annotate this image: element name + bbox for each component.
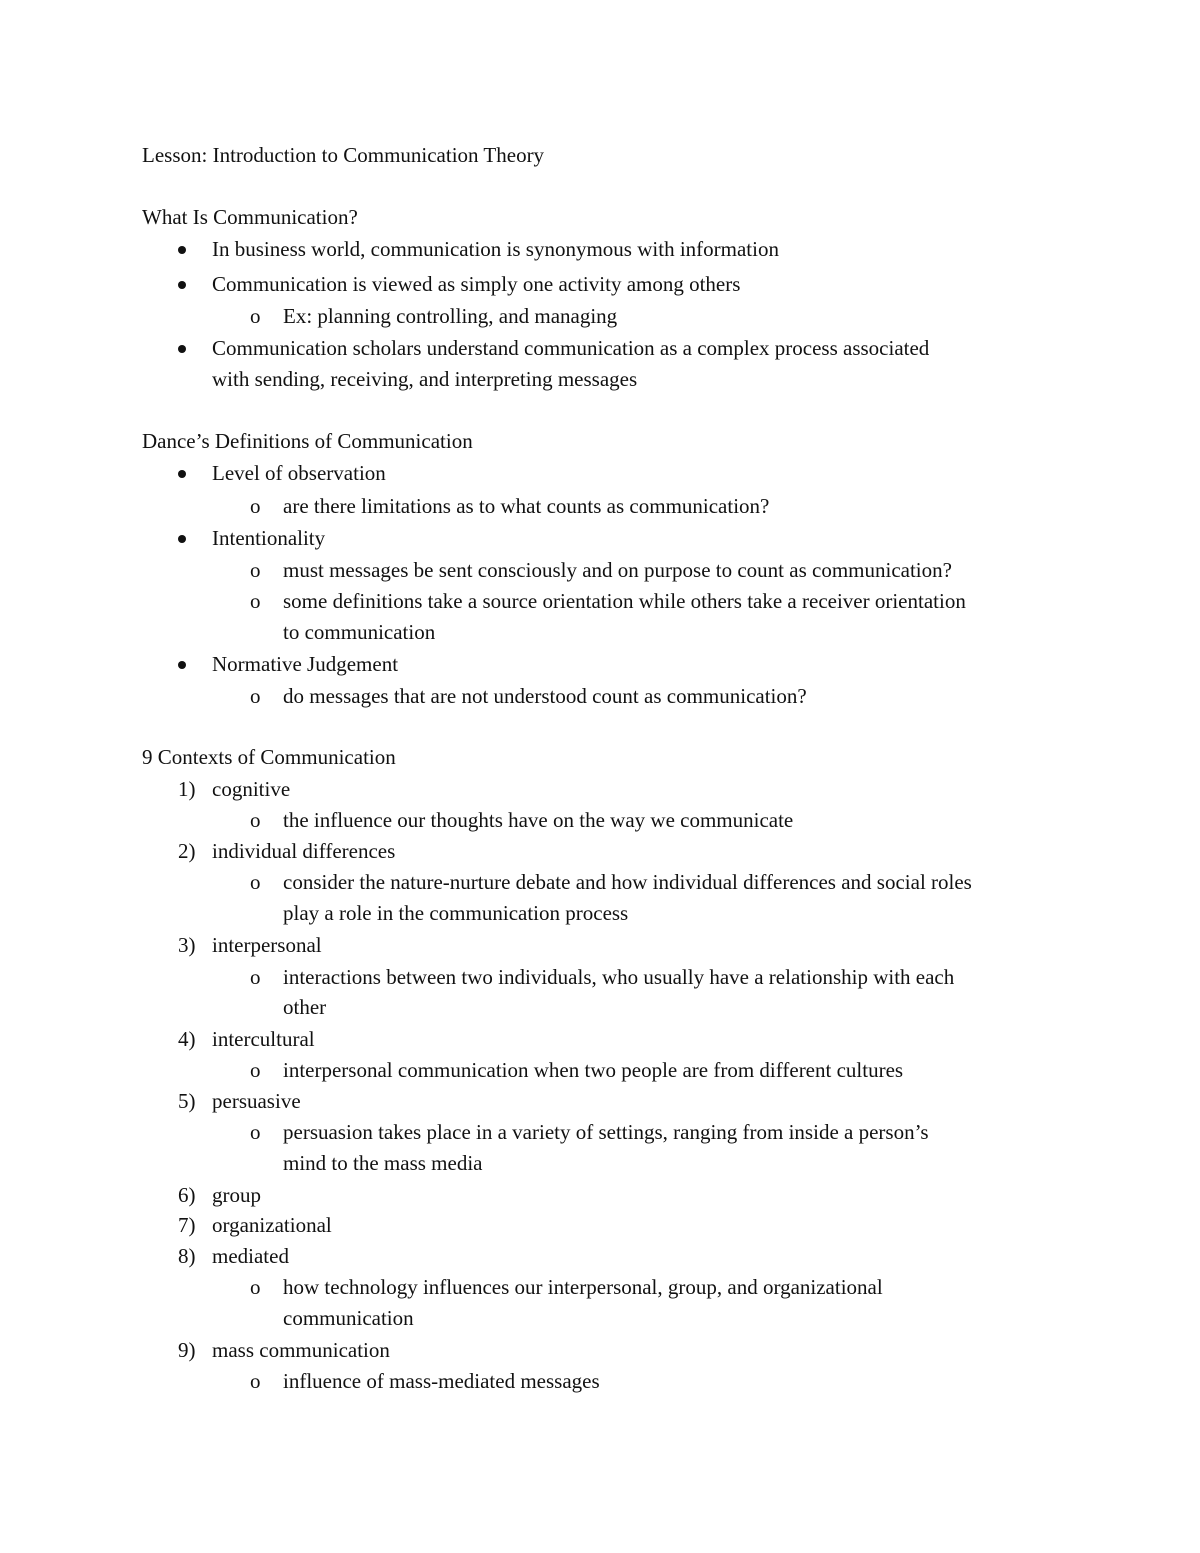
bullet-icon [178,281,186,289]
sub-bullet-marker: o [250,1369,261,1393]
sub-list-item: do messages that are not understood count as communication? [283,684,807,708]
sub-list-item: the influence our thoughts have on the way we communicate [283,808,794,832]
list-item: intercultural [212,1027,315,1051]
list-number: 3) [178,933,196,957]
list-number: 8) [178,1244,196,1268]
section-heading-nine-contexts: 9 Contexts of Communication [142,745,396,769]
list-number: 4) [178,1027,196,1051]
sub-list-item-continuation: play a role in the communication process [283,901,629,925]
sub-bullet-marker: o [250,558,261,582]
list-item: persuasive [212,1089,301,1113]
sub-bullet-marker: o [250,684,261,708]
sub-list-item: some definitions take a source orientation while others take a receiver orientation [283,589,966,613]
sub-bullet-marker: o [250,965,261,989]
list-item: Communication is viewed as simply one activity among others [212,272,741,296]
bullet-icon [178,246,186,254]
bullet-icon [178,345,186,353]
sub-bullet-marker: o [250,1120,261,1144]
list-item: Normative Judgement [212,652,399,676]
sub-bullet-marker: o [250,494,261,518]
list-item: In business world, communication is synonymous with information [212,237,779,261]
list-number: 5) [178,1089,196,1113]
list-number: 9) [178,1338,196,1362]
sub-bullet-marker: o [250,870,261,894]
sub-list-item-continuation: other [283,995,327,1019]
list-item: interpersonal [212,933,322,957]
lesson-title: Lesson: Introduction to Communication Theory [142,143,545,167]
sub-list-item: interactions between two individuals, who usually have a relationship with each [283,965,955,989]
list-item: organizational [212,1213,332,1237]
list-item: Level of observation [212,461,386,485]
bullet-icon [178,470,186,478]
bullet-icon [178,535,186,543]
list-item: cognitive [212,777,291,801]
sub-list-item-continuation: to communication [283,620,436,644]
sub-bullet-marker: o [250,304,261,328]
list-number: 2) [178,839,196,863]
sub-list-item: Ex: planning controlling, and managing [283,304,618,328]
sub-list-item: must messages be sent consciously and on purpose to count as communication? [283,558,952,582]
sub-list-item-continuation: communication [283,1306,414,1330]
bullet-icon [178,661,186,669]
section-heading-what-is-communication: What Is Communication? [142,205,358,229]
sub-bullet-marker: o [250,589,261,613]
list-item: mediated [212,1244,289,1268]
list-item: Intentionality [212,526,326,550]
sub-list-item: consider the nature-nurture debate and how individual differences and social roles [283,870,972,894]
sub-list-item: interpersonal communication when two people are from different cultures [283,1058,904,1082]
list-number: 6) [178,1183,196,1207]
sub-list-item: persuasion takes place in a variety of settings, ranging from inside a person’s [283,1120,929,1144]
list-number: 7) [178,1213,196,1237]
sub-bullet-marker: o [250,1058,261,1082]
sub-list-item: how technology influences our interpersonal, group, and organizational [283,1275,883,1299]
list-item: group [212,1183,261,1207]
sub-list-item-continuation: mind to the mass media [283,1151,483,1175]
list-item-continuation: with sending, receiving, and interpreting messages [212,367,638,391]
list-number: 1) [178,777,196,801]
section-heading-dances-definitions: Dance’s Definitions of Communication [142,429,473,453]
list-item: Communication scholars understand communication as a complex process associated [212,336,930,360]
list-item: individual differences [212,839,396,863]
sub-list-item: influence of mass-mediated messages [283,1369,600,1393]
list-item: mass communication [212,1338,390,1362]
sub-list-item: are there limitations as to what counts as communication? [283,494,770,518]
sub-bullet-marker: o [250,1275,261,1299]
sub-bullet-marker: o [250,808,261,832]
